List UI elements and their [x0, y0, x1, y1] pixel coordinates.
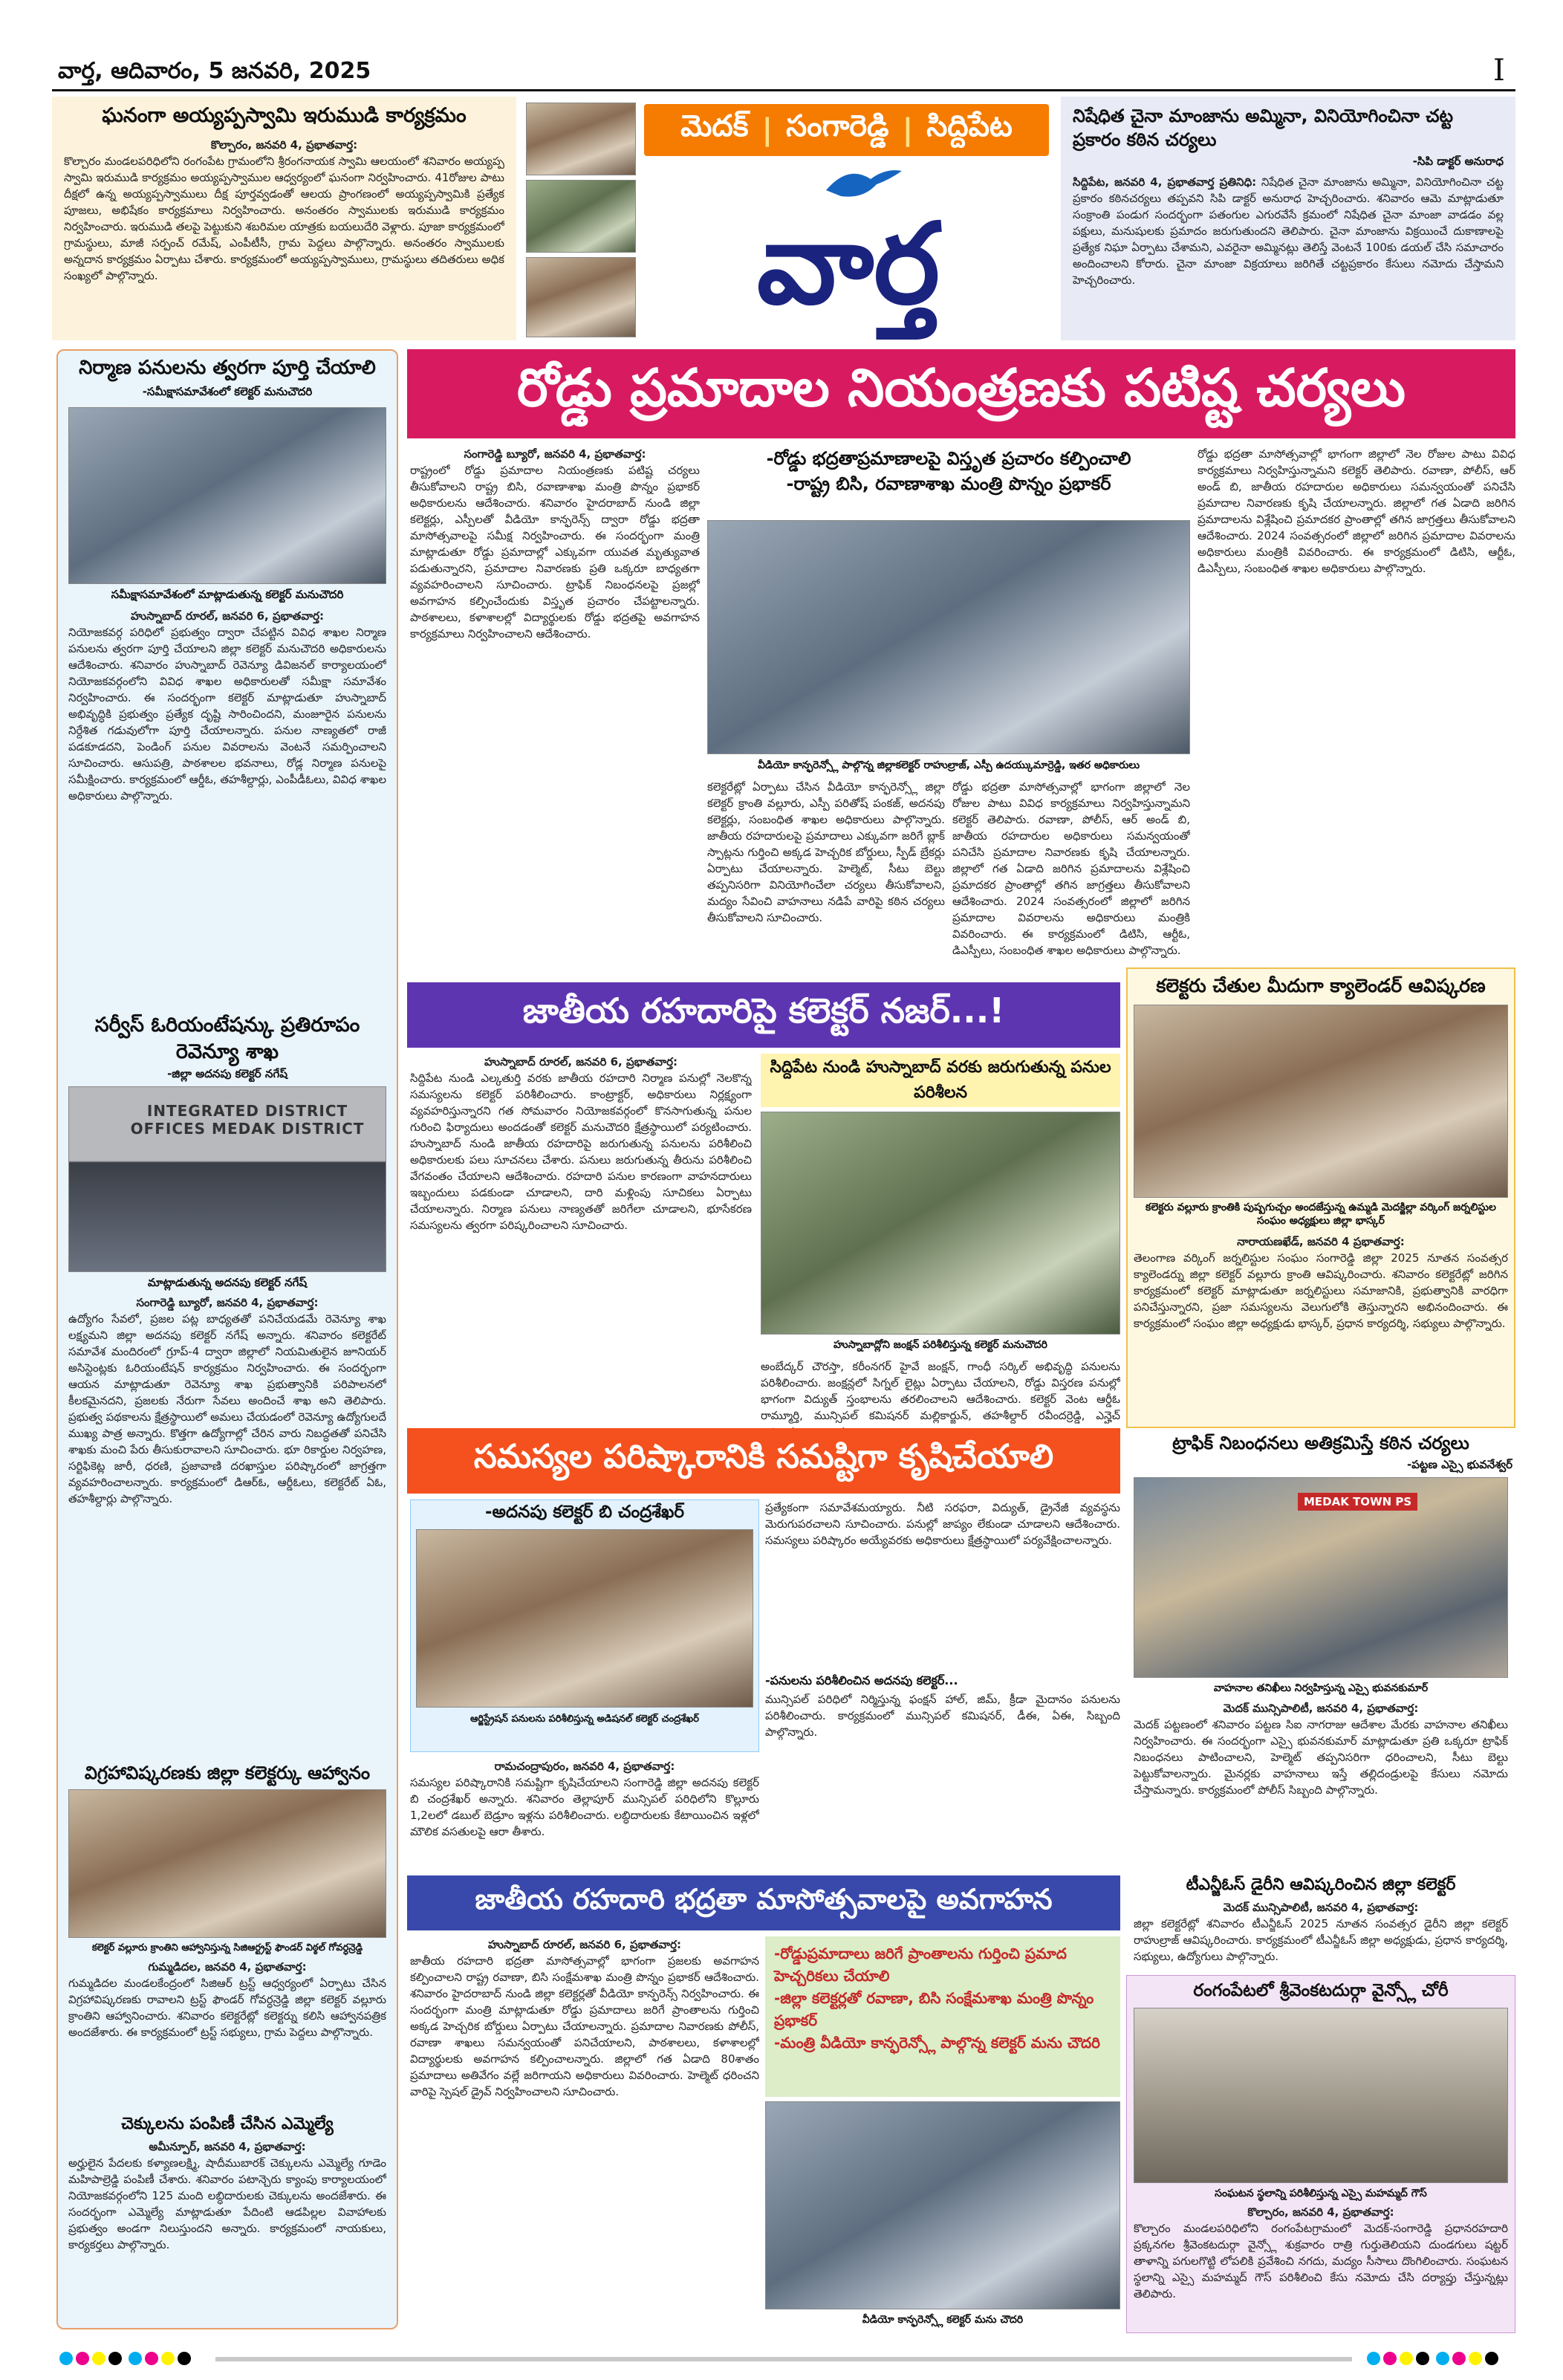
main-subhead-2: -రాష్ట్ర బిసి, రవాణాశాఖ మంత్రి పొన్నం ప్రభాకర్	[786, 473, 1111, 494]
story-body: కొల్చారం మండలపరిధిలోని రంగంపేట గ్రామంలోని శ్రీరంగనాయక స్వామి ఆలయంలో శనివారం అయ్యప్ప స్వామి ఇరుముడి కార్యక్రమం అయ్యప్పస్వాముల ఆధ్వర్యంలో ఘనంగా నిర్వహించారు. 41రోజుల పాటు దీక్షలో ఉన్న అయ్యప్పస్వాములు దీక్ష పూర్తవ్వడంతో ఆలయ ప్రాంగణంలో అయ్యప్పస్వామికి ప్రత్యేక పూజలు, అభిషేకం కార్యక్రమాలు నిర్వహించారు. అనంతరం స్వాములకు ఇరుముడి కార్యక్రమం నిర్వహించారు. ఇరుముడి తలపై పెట్టుకుని శబరిమల యాత్రకు బయలుదేరి వెళ్లారు. పూజా కార్యక్రమంలో గ్రామస్థులు, మాజీ సర్పంచ్ రమేష్, ఎంపీటీసీ, గ్రామ పెద్దలు పాల్గొన్నారు. అనంతరం స్వాములకు అన్నదాన కార్యక్రమం ఏర్పాటు చేశారు. కార్యక్రమంలో అయ్యప్పస్వాములు, గ్రామస్థులు తదితరులు అధిక సంఖ్యలో పాల్గొన్నారు.	[64, 155, 504, 282]
solve-byline: -అదనపు కలెక్టర్ బి చంద్రశేఖర్	[484, 1502, 685, 1522]
theft-body: కొల్చారం, జనవరి 4, ప్రభాతవార్త: కొల్చారం మండలపరిధిలోని రంగంపేటగ్రామంలో మెదక్-సంగారెడ్డి ప్రధానరహదారి ప్రక్కనగల శ్రీవెంకటదుర్గా వైన్స్లో శుక్రవారం రాత్రి గుర్తుతెలియని దుండగులు షట్టర్ తాళాన్ని పగులగొట్టి లోపలికి ప్రవేశించి నగదు, మద్యం సీసాలు దొంగిలించారు. సంఘటన స్థలాన్ని ఎస్సై మహమ్మద్ గౌస్ పరిశీలించి కేసు నమోదు చేసి దర్యాప్తు చేస్తున్నట్లు తెలిపారు.	[1134, 2205, 1508, 2300]
traffic-headline: ట్రాఫిక్ నిబంధనలు అతిక్రమిస్తే కఠిన చర్యలు	[1172, 1433, 1469, 1453]
story-headline: ఘనంగా అయ్యప్పస్వామి ఇరుముడి కార్యక్రమం	[102, 104, 467, 127]
safety-box-item-1: -రోడ్డుప్రమాదాలు జరిగే ప్రాంతాలను గుర్తించి ప్రమాద హెచ్చరికలు చేయాలి	[774, 1945, 1067, 1985]
main-subhead-1: -రోడ్డు భద్రతాప్రమాణాలపై విస్తృత ప్రచారం కల్పించాలి	[766, 448, 1131, 469]
main-story-col-4: రోడ్డు భద్రతా మాసోత్సవాల్లో భాగంగా జిల్లాలో నెల రోజుల పాటు వివిధ కార్యక్రమాలు నిర్వహిస్తున్నామని కలెక్టర్ తెలిపారు. రవాణా, పోలీస్, ఆర్ అండ్ బి, జాతీయ రహదారుల అధికారులు సమన్వయంతో పనిచేసి ప్రమాదాల నివారణకు కృషి చేయాలన్నారు. జిల్లాలో గత ఏడాది జరిగిన ప్రమాదాలను విశ్లేషించి ప్రమాదకర ప్రాంతాల్లో తగిన జాగ్రత్తలు తీసుకోవాలని ఆదేశించారు. 2024 సంవత్సరంలో జిల్లాలో జరిగిన ప్రమాదాల వివరాలను అధికారులు మంత్రికి వివరించారు. ఈ కార్యక్రమంలో డిటిసి, ఆర్టీఓ, డిఎస్పీలు, సంబంధిత శాఖల అధికారులు పాల్గొన్నారు.	[1198, 447, 1515, 575]
office-sign: INTEGRATED DISTRICT OFFICES MEDAK DISTRICT	[130, 1102, 365, 1138]
safety-box-item-3: -మంత్రి వీడియో కాన్ఫరెన్స్లో పాల్గొన్న కలెక్టర్ మను చౌదరి	[774, 2034, 1100, 2052]
safety-photo	[765, 2101, 1120, 2309]
traffic-byline: -పట్టణ ఎస్సై భువనేశ్వర్	[1406, 1458, 1512, 1471]
solve-photo	[416, 1529, 753, 1708]
theft-headline: రంగంపేటలో శ్రీవెంకటదుర్గా వైన్స్లో చోరీ	[1193, 1981, 1449, 2000]
district-siddipet: సిద్దిపేట	[926, 109, 1013, 143]
story-dateline: కొల్చారం, జనవరి 4, ప్రభాతవార్త:	[210, 138, 358, 152]
solve-col-3: మున్సిపల్ పరిధిలో నిర్మిస్తున్న ఫంక్షన్ హాల్, జిమ్, క్రీడా మైదానం పనులను పరిశీలించారు. కార్యక్రమంలో మున్సిపల్ కమిషనర్, డీఈ, ఏఈ, సిబ్బంది పాల్గొన్నారు.	[765, 1693, 1120, 1739]
calendar-photo	[1134, 1005, 1508, 1198]
traffic-photo-caption: వాహనాల తనిఖీలు నిర్వహిస్తున్న ఎస్సై భువనకుమార్	[1213, 1682, 1429, 1694]
main-photo	[707, 520, 1190, 754]
left-story-1-body: హుస్నాబాద్ రూరల్, జనవరి 6, ప్రభాతవార్త: నియోజకవర్గ పరిధిలో ప్రభుత్వం ద్వారా చేపట్టిన వివిధ శాఖల నిర్మాణ పనులను త్వరగా పూర్తి చేయాలని జిల్లా కలెక్టర్ మనుచౌదరి అధికారులను ఆదేశించారు. శనివారం హుస్నాబాద్ రెవెన్యూ డివిజనల్ కార్యాలయంలో నియోజకవర్గంలోని వివిధ శాఖల అధికారులతో సమీక్షా సమావేశం నిర్వహించారు. ఈ సందర్భంగా కలెక్టర్ మాట్లాడుతూ హుస్నాబాద్ అభివృద్ధికి ప్రభుత్వం ప్రత్యేక దృష్టి సారించిందని, మంజూరైన పనులను నిర్దేశిత గడువులోగా పూర్తి చేయాలన్నారు. పనుల నాణ్యతలో రాజీ పడకూడదని, పెండింగ్ పనుల వివరాలను వెంటనే సమర్పించాలని సూచించారు. ఆసుపత్రి, పాఠశాలల భవనాలు, రోడ్ల నిర్మాణ పనులపై సమీక్షించారు. కార్యక్రమంలో ఆర్డీఓ, తహశీల్దార్లు, ఎంపీడీఓలు, వివిధ శాఖల అధికారులు పాల్గొన్నారు.	[68, 609, 386, 802]
solve-col-2: ప్రత్యేకంగా సమావేశమయ్యారు. నీటి సరఫరా, విద్యుత్, డ్రైనేజీ వ్యవస్థను మెరుగుపరచాలని సూచించారు. పనుల్లో జాప్యం లేకుండా చూడాలని ఆదేశించారు. సమస్యలు పరిష్కారం అయ్యేవరకు అధికారులు క్షేత్రస్థాయిలో పర్యవేక్షించాలన్నారు.	[765, 1501, 1120, 1547]
left-story-1-caption: సమీక్షాసమావేశంలో మాట్లాడుతున్న కలెక్టర్ మనుచౌదరి	[111, 588, 344, 601]
page-number: I	[1493, 53, 1505, 88]
tngo-headline: టీఎన్జీఓస్ డైరీని ఆవిష్కరించిన జిల్లా కలెక్టర్	[1186, 1875, 1456, 1894]
solve-col-1: రామచంద్రాపురం, జనవరి 4, ప్రభాతవార్త: సమస్యల పరిష్కారానికి సమష్టిగా కృషిచేయాలని సంగారెడ్డి జిల్లా అదనపు కలెక్టర్ బి చంద్రశేఖర్ అన్నారు. శనివారం తెల్లాపూర్ మున్సిపల్ పరిధిలోని కొల్లూరు 1,2లలో డబుల్ బెడ్రూం ఇళ్లను పరిశీలించారు. లబ్ధిదారులకు కేటాయించిన ఇళ్లలో మౌలిక వసతులపై ఆరా తీశారు.	[410, 1760, 759, 1838]
left-story-2-body: సంగారెడ్డి బ్యూరో, జనవరి 4, ప్రభాతవార్త: ఉద్యోగం సేవలో, ప్రజల పట్ల బాధ్యతతో పనిచేయడమే రెవెన్యూ శాఖ లక్ష్యమని జిల్లా అదనపు కలెక్టర్ నగేష్ అన్నారు. శనివారం కలెక్టరేట్ సమావేశ మందిరంలో గ్రూప్-4 ద్వారా జిల్లాలో నియమితులైన జూనియర్ అసిస్టెంట్లకు ఓరియంటేషన్ కార్యక్రమం నిర్వహించారు. ఈ సందర్భంగా ఆయన మాట్లాడుతూ రెవెన్యూ శాఖ ప్రభుత్వానికి పరిపాలనలో కీలకమైనదని, ప్రజలకు నేరుగా సేవలు అందించే శాఖ అని తెలిపారు. ప్రభుత్వ పథకాలను క్షేత్రస్థాయిలో అమలు చేయడంలో రెవెన్యూ ఉద్యోగులదే ముఖ్య పాత్ర అన్నారు. కొత్తగా ఉద్యోగాల్లో చేరిన వారు నిబద్ధతతో పనిచేసి శాఖకు మంచి పేరు తీసుకురావాలని సూచించారు. భూ రికార్డుల నిర్వహణ, సర్టిఫికెట్ల జారీ, ధరణి, ప్రజావాణి దరఖాస్తుల పరిష్కారంలో జాగ్రత్తగా వ్యవహరించాలన్నారు. కార్యక్రమంలో డిఆర్ఓ, ఆర్డీఓలు, కలెక్టరేట్ ఏఓ, తహశీల్దార్లు పాల్గొన్నారు.	[68, 1296, 386, 1505]
nh-photo-caption: హుస్నాబాద్లోని జంక్షన్ పరిశీలిస్తున్న కలెక్టర్ మనుచౌదరి	[834, 1339, 1047, 1351]
clock-tower-photo	[526, 257, 636, 337]
calendar-photo-caption: కలెక్టరు వల్లూరు క్రాంతికి పుష్పగుచ్చం అందజేస్తున్న ఉమ్మడి మెదక్జిల్లా వర్కింగ్ జర్నలిస్టుల సంఘం అధ్యక్షులు జిల్లా భాస్కర్	[1146, 1202, 1496, 1227]
left-story-1-byline: -సమీక్షాసమావేశంలో కలెక్టర్ మనుచౌదరి	[142, 385, 313, 398]
main-story-col-3: రోడ్డు భద్రతా మాసోత్సవాల్లో భాగంగా జిల్లాలో నెల రోజుల పాటు వివిధ కార్యక్రమాలు నిర్వహిస్తున్నామని కలెక్టర్ తెలిపారు. రవాణా, పోలీస్, ఆర్ అండ్ బి, జాతీయ రహదారుల అధికారులు సమన్వయంతో పనిచేసి ప్రమాదాల నివారణకు కృషి చేయాలన్నారు. జిల్లాలో గత ఏడాది జరిగిన ప్రమాదాలను విశ్లేషించి ప్రమాదకర ప్రాంతాల్లో తగిన జాగ్రత్తలు తీసుకోవాలని ఆదేశించారు. 2024 సంవత్సరంలో జిల్లాలో జరిగిన ప్రమాదాల వివరాలను అధికారులు మంత్రికి వివరించారు. ఈ కార్యక్రమంలో డిటిసి, ఆర్టీఓ, డిఎస్పీలు, సంబంధిత శాఖల అధికారులు పాల్గొన్నారు.	[952, 780, 1190, 957]
footer-rule	[215, 2357, 1352, 2361]
left-story-1-photo	[68, 407, 386, 584]
nh-box-head: సిద్దిపేట నుండి హుస్నాబాద్ వరకు జరుగుతున్న పనుల పరిశీలన	[761, 1054, 1120, 1107]
theft-photo	[1134, 2008, 1508, 2183]
left-story-2-photo	[68, 1086, 386, 1272]
registration-marks-left	[59, 2352, 194, 2368]
calendar-body: నారాయణఖేడ్, జనవరి 4 ప్రభాతవార్త: తెలంగాణ వర్కింగ్ జర్నలిస్టుల సంఘం సంగారెడ్డి జిల్లా 2025 నూతన సంవత్సర క్యాలెండర్ను జిల్లా కలెక్టర్ వల్లూరు క్రాంతి ఆవిష్కరించారు. శనివారం కలెక్టరేట్లో జరిగిన కార్యక్రమంలో కలెక్టర్ మాట్లాడుతూ జర్నలిస్టులు సమాజానికి, ప్రభుత్వానికి వారధిగా పనిచేస్తున్నారని, ప్రజా సమస్యలను వెలుగులోకి తెస్తున్నారని అభినందించారు. ఈ కార్యక్రమంలో సంఘం జిల్లా అధ్యక్షుడు భాస్కర్, ప్రధాన కార్యదర్శి, సభ్యులు పాల్గొన్నారు.	[1134, 1235, 1508, 1330]
main-headline: రోడ్డు ప్రమాదాల నియంత్రణకు పటిష్ట చర్యలు	[407, 349, 1515, 438]
main-story-col-1: సంగారెడ్డి బ్యూరో, జనవరి 4, ప్రభాతవార్త: రాష్ట్రంలో రోడ్డు ప్రమాదాల నియంత్రణకు పటిష్ట చర్యలు తీసుకోవాలని రాష్ట్ర బిసి, రవాణాశాఖ మంత్రి పొన్నం ప్రభాకర్ అధికారులను ఆదేశించారు. శనివారం హైదరాబాద్ నుండి జిల్లా కలెక్టర్లు, ఎస్పీలతో వీడియో కాన్ఫరెన్స్ ద్వారా రోడ్డు భద్రతా మాసోత్సవాలపై సమీక్ష నిర్వహించారు. ఈ సందర్భంగా మంత్రి మాట్లాడుతూ రోడ్డు ప్రమాదాల్లో ఎక్కువగా యువత మృత్యువాత పడుతున్నారని, ప్రమాదాల నివారణకు ప్రతి ఒక్కరూ బాధ్యతగా వ్యవహరించాలని సూచించారు. ట్రాఫిక్ నిబంధనలపై ప్రజల్లో అవగాహన కల్పించేందుకు విస్తృత ప్రచారం చేపట్టాలన్నారు. పాఠశాలలు, కళాశాలల్లో విద్యార్థులకు రోడ్డు భద్రతపై అవగాహన కార్యక్రమాలు నిర్వహించాలని ఆదేశించారు.	[410, 447, 700, 641]
left-story-3-caption: కలెక్టర్ వల్లూరు క్రాంతిని ఆహ్వానిస్తున్న సిజిఆర్ట్రస్ట్ ఫౌండర్ విఠ్ఠల్ గోవర్ధన్రెడ్డి	[91, 1942, 363, 1953]
district-banner: మెదక్ | సంగారెడ్డి | సిద్దిపేట	[644, 104, 1049, 156]
solve-subhead-2: -పనులను పరిశీలించిన అదనపు కలెక్టర్...	[765, 1673, 958, 1687]
story-body: నిషేధిత చైనా మాంజాను అమ్మినా, వినియోగించినా చట్ట ప్రకారం కఠినచర్యలు తప్పవని సిపి డాక్టర్ అనురాధ హెచ్చరించారు. శనివారం ఆమె మాట్లాడుతూ సంక్రాంతి పండుగ సందర్భంగా పతంగుల ఎగురవేసే క్రమంలో నిషేధిత చైనా మాంజా వాడడం వల్ల పక్షులు, మనుషులకు ప్రమాదం జరుగుతుందని తెలిపారు. చైనా మాంజాను విక్రయించే దుకాణాలపై ప్రత్యేక నిఘా ఏర్పాటు చేశామని, ఎవరైనా అమ్మినట్లు తెలిస్తే వెంటనే 100కు డయల్ చేసి సమాచారం అందించాలని కోరారు. చైనా మాంజా విక్రయాలు జరిగితే చట్టప్రకారం కేసులు నమోదు చేస్తామని హెచ్చరించారు.	[1073, 175, 1504, 287]
story-dateline: సిద్దిపేట, జనవరి 4, ప్రభాతవార్త ప్రతినిధి:	[1073, 175, 1257, 189]
district-sangareddy: సంగారెడ్డి	[786, 109, 889, 143]
safety-headline: జాతీయ రహదారి భద్రతా మాసోత్సవాలపై అవగాహన	[407, 1875, 1120, 1930]
left-story-2-headline: సర్వీస్ ఓరియంటేషన్కు ప్రతిరూపం రెవెన్యూ శాఖ	[94, 1014, 360, 1063]
safety-photo-caption: వీడియో కాన్ఫరెన్స్లో కలెక్టర్ మను చౌదరి	[862, 2314, 1024, 2326]
left-story-2-caption: మాట్లాడుతున్న అదనపు కలెక్టర్ నగేష్	[147, 1276, 308, 1289]
main-photo-caption: వీడియో కాన్ఫరెన్స్లో పాల్గొన్న జిల్లాకలెక్టర్ రాహుల్రాజ్, ఎస్పీ ఉదయ్కుమార్రెడ్డి, ఇతర అధికారులు	[757, 759, 1140, 771]
story-headline: నిషేధిత చైనా మాంజాను అమ్మినా, వినియోగించినా చట్ట ప్రకారం కఠిన చర్యలు	[1073, 106, 1454, 150]
safety-col-1: హుస్నాబాద్ రూరల్, జనవరి 6, ప్రభాతవార్త: జాతీయ రహదారి భద్రతా మాసోత్సవాల్లో భాగంగా ప్రజలకు అవగాహన కల్పించాలని రాష్ట్ర రవాణా, బిసి సంక్షేమశాఖ మంత్రి పొన్నం ప్రభాకర్ ఆదేశించారు. శనివారం హైదరాబాద్ నుండి జిల్లా కలెక్టర్లతో వీడియో కాన్ఫరెన్స్ నిర్వహించారు. ఈ సందర్భంగా మంత్రి మాట్లాడుతూ రోడ్డు ప్రమాదాలు జరిగే ప్రాంతాలను గుర్తించి అక్కడ హెచ్చరిక బోర్డులు ఏర్పాటు చేయాలన్నారు. ప్రమాదాల నివారణకు పోలీస్, రవాణా శాఖలు సమన్వయంతో పనిచేయాలని, పాఠశాలలు, కళాశాలల్లో విద్యార్థులకు అవగాహన కల్పించాలన్నారు. జిల్లాలో గత ఏడాది 80శాతం ప్రమాదాలు అతివేగం వల్లే జరిగాయని అధికారులు వివరించారు. హెల్మెట్ ధరించని వారిపై స్పెషల్ డ్రైవ్ నిర్వహించాలని సూచించారు.	[410, 1938, 759, 2098]
solve-photo-caption: ఆర్జిస్ట్రేషన్ పనులను పరిశీలిస్తున్న అడిషనల్ కలెక్టర్ చంద్రశేఖర్	[470, 1713, 699, 1725]
calendar-headline: కలెక్టరు చేతుల మీదుగా క్యాలెండర్ ఆవిష్కరణ	[1156, 975, 1486, 996]
left-story-3-body-2: అమీన్పూర్, జనవరి 4, ప్రభాతవార్త: అర్హులైన పేదలకు కళ్యాణలక్ష్మి, షాదీముబారక్ చెక్కులను ఎమ్మెల్యే గూడెం మహిపాల్రెడ్డి పంపిణీ చేశారు. శనివారం పటాన్చెరు క్యాంపు కార్యాలయంలో నియోజకవర్గంలోని 125 మంది లబ్ధిదారులకు చెక్కులను అందజేశారు. ఈ సందర్భంగా ఎమ్మెల్యే మాట్లాడుతూ పేదింటి ఆడపిల్లల వివాహాలకు ప్రభుత్వం అండగా నిలుస్తుందని అన్నారు. కార్యక్రమంలో నాయకులు, కార్యకర్తలు పాల్గొన్నారు.	[68, 2140, 386, 2251]
brand-logo: వార్త	[756, 198, 940, 329]
district-medak: మెదక్	[680, 109, 749, 143]
nh-headline: జాతీయ రహదారిపై కలెక్టర్ నజర్...!	[407, 982, 1120, 1048]
nh-col-1: హుస్నాబాద్ రూరల్, జనవరి 6, ప్రభాతవార్త: సిద్దిపేట నుండి ఎల్కతుర్తి వరకు జాతీయ రహదారి నిర్మాణ పనుల్లో నెలకొన్న సమస్యలను కలెక్టర్ పరిశీలించారు. కాంట్రాక్టర్, అధికారులు నిర్లక్ష్యంగా వ్యవహరిస్తున్నారని గత సోమవారం నియోజకవర్గంలో కొనసాగుతున్న పనుల గురించి ఫిర్యాదులు అందడంతో కలెక్టర్ మనుచౌదరి క్షేత్రస్థాయిలో పర్యటించారు. హుస్నాబాద్ నుండి జాతీయ రహదారిపై జరుగుతున్న పనులను పరిశీలించి అధికారులకు పలు సూచనలు చేశారు. పనులు జరుగుతున్న తీరును పరిశీలించి వేగవంతం చేయాలని ఆదేశించారు. రహదారి పనుల కారణంగా వాహనదారులు ఇబ్బందులు పడకుండా చూడాలని, దారి మళ్లింపు సూచికలు ఏర్పాటు చేయాలన్నారు. నిర్మాణ పనులు నాణ్యతతో జరిగేలా చూడాలని, భూసేకరణ సమస్యలను త్వరగా పరిష్కరించాలని సూచించారు.	[410, 1055, 752, 1232]
building-photo	[526, 180, 636, 253]
police-station-sign: MEDAK TOWN PS	[1298, 1493, 1417, 1511]
solve-headline: సమస్యల పరిష్కారానికి సమష్టిగా కృషిచేయాలి	[407, 1428, 1120, 1494]
main-story-col-2: కలెక్టరేట్లో ఏర్పాటు చేసిన వీడియో కాన్ఫరెన్స్లో జిల్లా కలెక్టర్ క్రాంతి వల్లూరు, ఎస్పీ పరితోష్ పంకజ్, అదనపు కలెక్టర్లు, సంబంధిత శాఖల అధికారులు పాల్గొన్నారు. జాతీయ రహదారులపై ప్రమాదాలు ఎక్కువగా జరిగే బ్లాక్ స్పాట్లను గుర్తించి అక్కడ హెచ్చరిక బోర్డులు, స్పీడ్ బ్రేకర్లు ఏర్పాటు చేయాలన్నారు. హెల్మెట్, సీటు బెల్టు తప్పనిసరిగా వినియోగించేలా చర్యలు తీసుకోవాలని, మద్యం సేవించి వాహనాలు నడిపే వారిపై కఠిన చర్యలు తీసుకోవాలని సూచించారు.	[707, 780, 945, 924]
traffic-photo	[1134, 1477, 1508, 1678]
left-story-1-headline: నిర్మాణ పనులను త్వరగా పూర్తి చేయాలి	[79, 357, 376, 379]
nh-col-2: అంబేద్కర్ చౌరస్తా, కరీంనగర్ హైవే జంక్షన్, గాంధీ సర్కిల్ అభివృద్ధి పనులను పరిశీలించారు. జంక్షన్లలో సిగ్నల్ లైట్లు ఏర్పాటు చేయాలని, రోడ్డు విస్తరణ పనుల్లో భాగంగా విద్యుత్ స్తంభాలను తరలించాలని ఆదేశించారు. కలెక్టర్ వెంట ఆర్డీఓ రామ్మూర్తి, మున్సిపల్ కమిషనర్ మల్లికార్జున్, తహశీల్దార్ రవీందర్రెడ్డి, ఎన్హెచ్	[761, 1360, 1120, 1422]
left-story-3-body: గుమ్మడిదల, జనవరి 4, ప్రభాతవార్త: గుమ్మడిదల మండలకేంద్రంలో సిజిఆర్ ట్రస్ట్ ఆధ్వర్యంలో ఏర్పాటు చేసిన విగ్రహావిష్కరణకు రావాలని ట్రస్ట్ ఫౌండర్ గోవర్ధన్రెడ్డి జిల్లా కలెక్టర్ వల్లూరు క్రాంతిని ఆహ్వానించారు. శనివారం కలెక్టరేట్లో కలెక్టర్ను కలిసి ఆహ్వానపత్రిక అందజేశారు. ఈ కార్యక్రమంలో ట్రస్ట్ సభ్యులు, గ్రామ పెద్దలు పాల్గొన్నారు.	[68, 1960, 386, 2039]
left-story-3-headline: విగ్రహావిష్కరణకు జిల్లా కలెక్టర్కు ఆహ్వానం	[84, 1763, 371, 1783]
temple-photo	[526, 103, 636, 175]
registration-marks-right	[1367, 2352, 1501, 2368]
nh-photo	[761, 1112, 1120, 1335]
top-left-story	[52, 97, 516, 340]
safety-box-item-2: -జిల్లా కలెక్టర్లతో రవాణా, బిసి సంక్షేమశాఖ మంత్రి పొన్నం ప్రభాకర్	[774, 1989, 1094, 2029]
left-story-3-photo	[68, 1789, 386, 1938]
masthead-block	[521, 97, 1056, 340]
theft-photo-caption: సంఘటన స్థలాన్ని పరిశీలిస్తున్న ఎస్సై మహమ్మద్ గౌస్	[1215, 2188, 1427, 2199]
page-date-line: వార్త, ఆదివారం, 5 జనవరి, 2025	[58, 58, 371, 84]
top-rule	[52, 89, 1515, 91]
left-story-2-byline: -జిల్లా అదనపు కలెక్టర్ నగేష్	[167, 1067, 287, 1080]
left-story-3-subhead: చెక్కులను పంపిణీ చేసిన ఎమ్మెల్యే	[121, 2115, 334, 2133]
tngo-body: మెదక్ మున్సిపాలిటీ, జనవరి 4, ప్రభాతవార్త: జిల్లా కలెక్టరేట్లో శనివారం టీఎన్జీఓస్ 2025 నూతన సంవత్సర డైరీని జిల్లా కలెక్టర్ రాహుల్రాజ్ ఆవిష్కరించారు. కార్యక్రమంలో టీఎన్జీఓస్ జిల్లా అధ్యక్షుడు, ప్రధాన కార్యదర్శి, సభ్యులు, ఉద్యోగులు పాల్గొన్నారు.	[1134, 1901, 1508, 1963]
traffic-body: మెదక్ మున్సిపాలిటీ, జనవరి 4, ప్రభాతవార్త: మెదక్ పట్టణంలో శనివారం పట్టణ సిఐ నాగరాజు ఆదేశాల మేరకు వాహనాల తనిఖీలు నిర్వహించారు. ఈ సందర్భంగా ఎస్సై భువనకుమార్ మాట్లాడుతూ ప్రతి ఒక్కరూ ట్రాఫిక్ నిబంధనలు పాటించాలని, హెల్మెట్ తప్పనిసరిగా ధరించాలని, సీటు బెల్టు పెట్టుకోవాలన్నారు. మైనర్లకు వాహనాలు ఇస్తే తల్లిదండ్రులపై కేసులు నమోదు చేస్తామన్నారు. కార్యక్రమంలో పోలీస్ సిబ్బంది పాల్గొన్నారు.	[1134, 1702, 1508, 1797]
top-right-story	[1061, 97, 1515, 340]
safety-box	[765, 1936, 1120, 2097]
story-byline: -సిపి డాక్టర్ అనురాధ	[1412, 155, 1504, 168]
main-subheads	[707, 446, 1190, 517]
